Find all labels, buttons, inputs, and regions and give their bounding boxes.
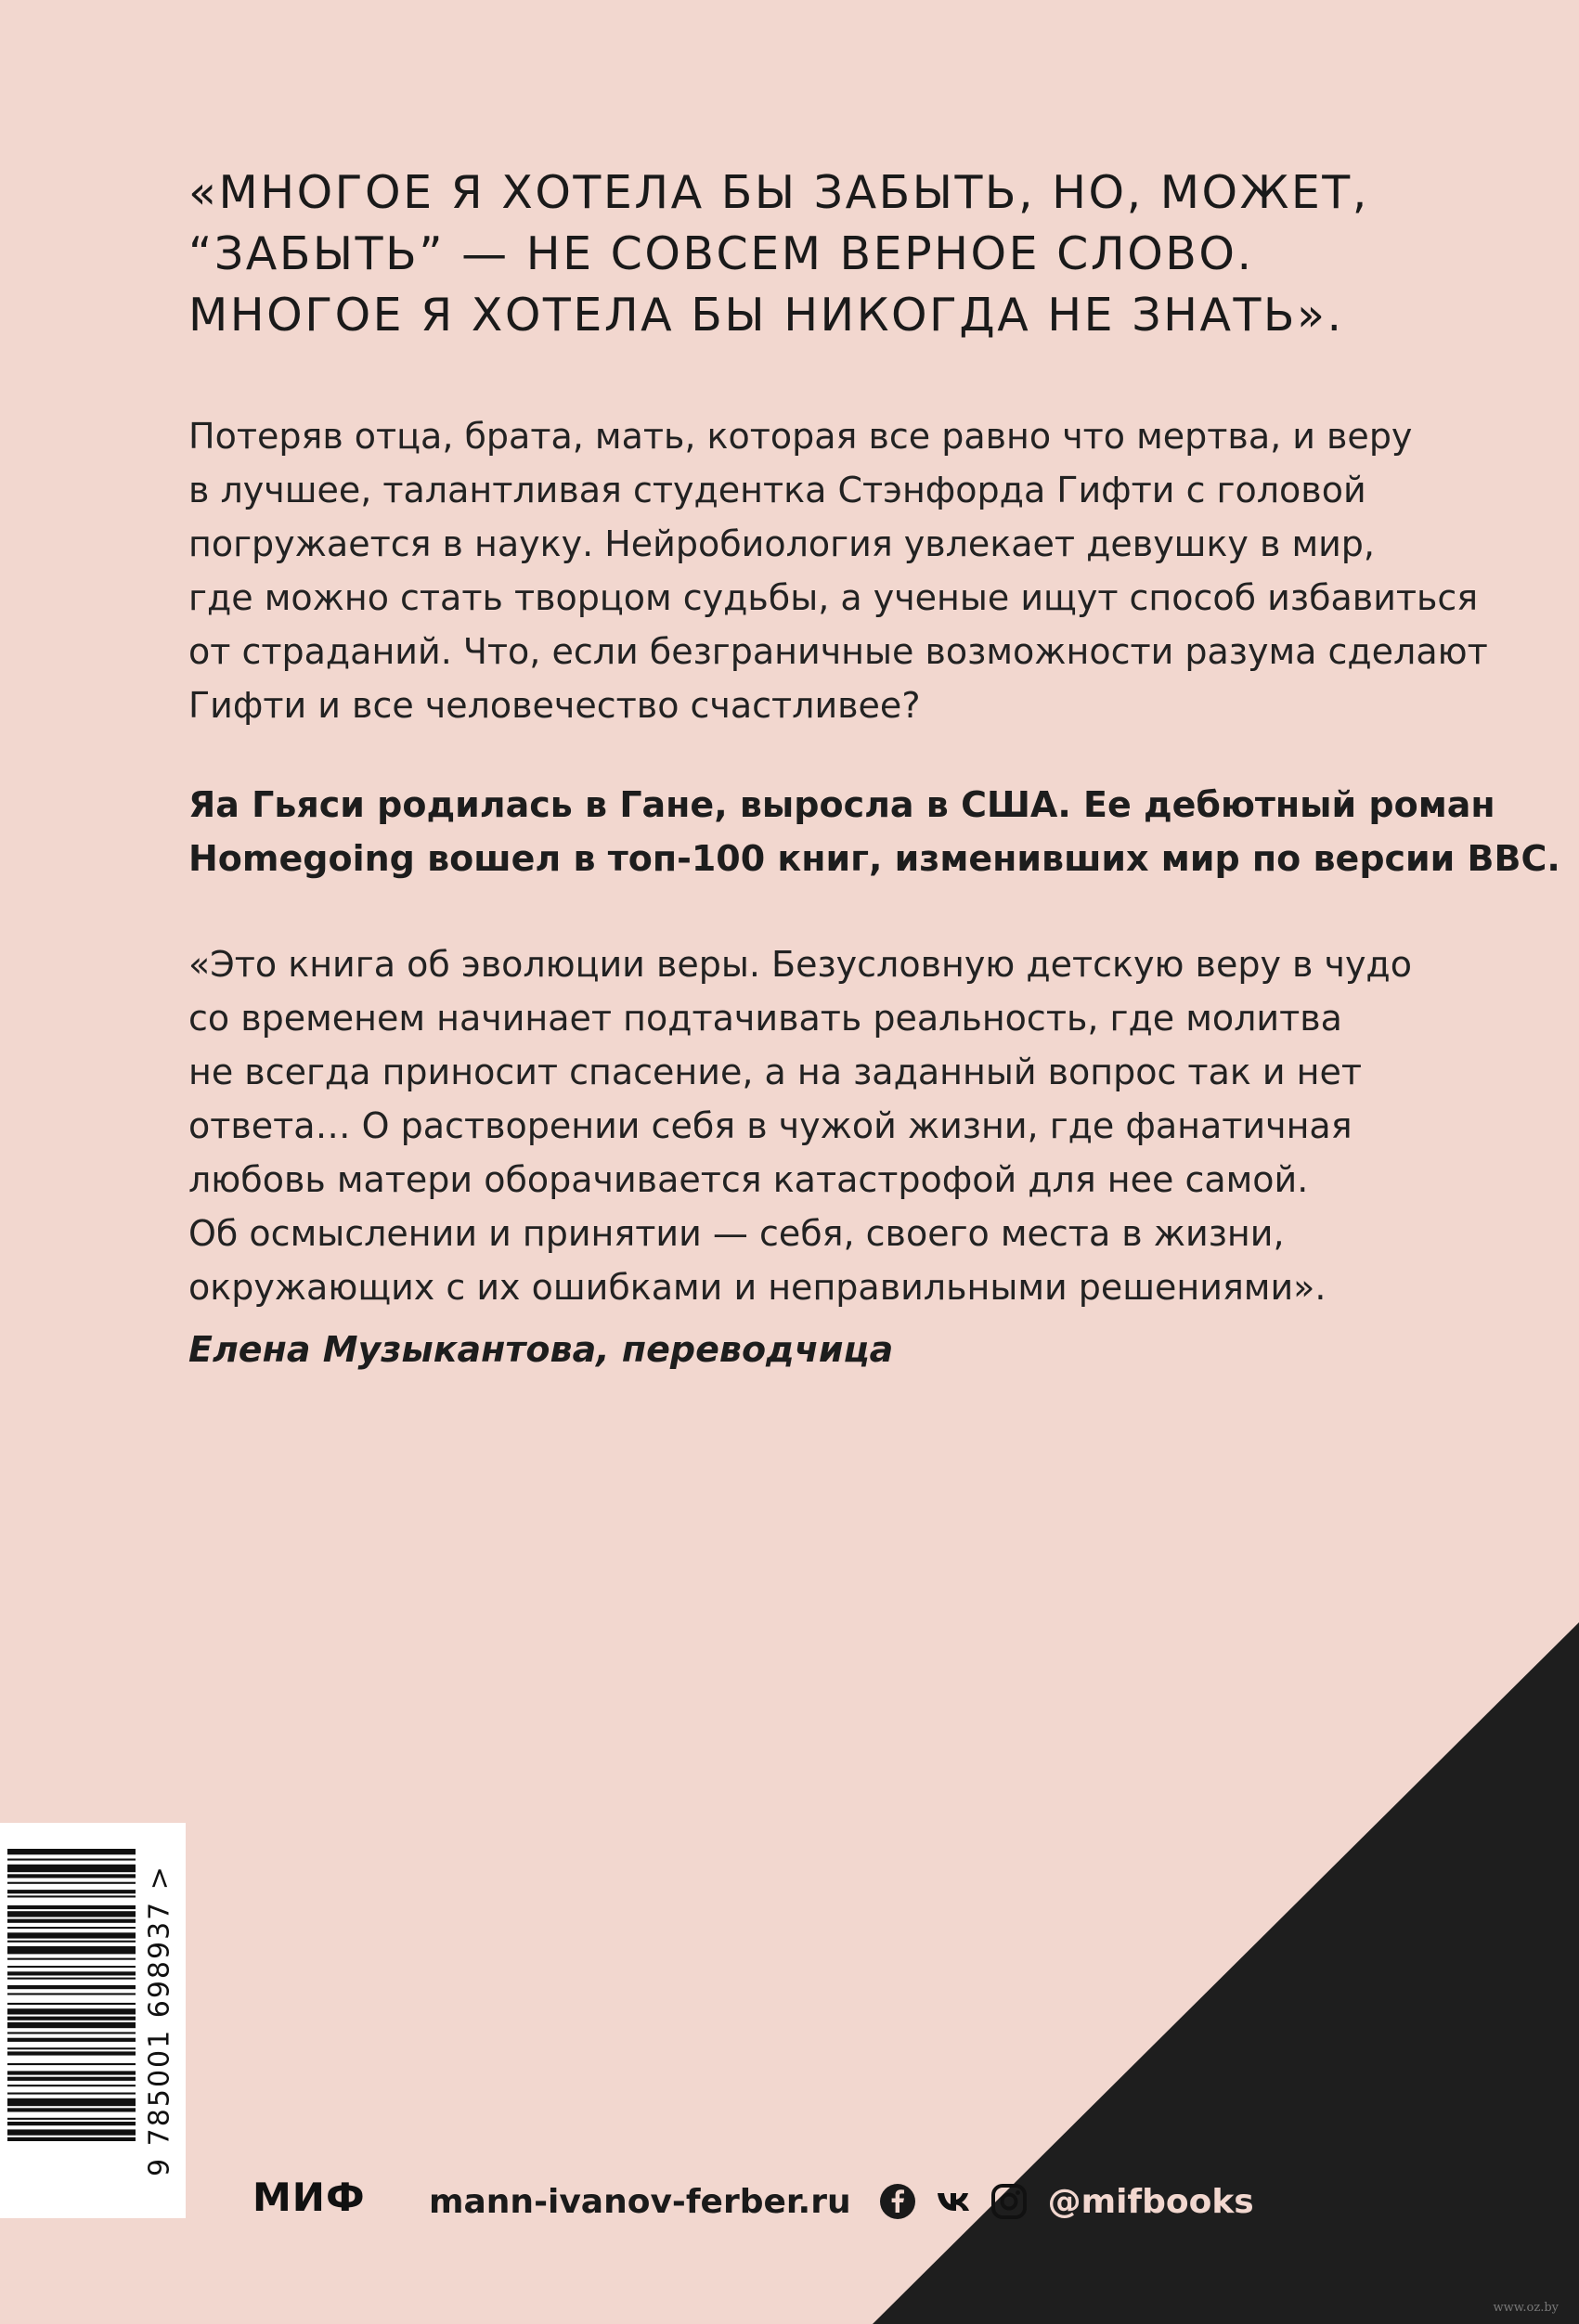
review-line: окружающих с их ошибками и неправильными решениями». <box>188 1267 1327 1308</box>
barcode-bar <box>7 2129 136 2135</box>
barcode-digits: 9 785001 698937 > <box>143 1865 176 2176</box>
barcode-bar <box>7 1941 136 1943</box>
review-line: не всегда приносит спасение, а на заданный вопрос так и нет <box>188 1052 1363 1092</box>
description-line: от страданий. Что, если безграничные возможности разума сделают <box>188 631 1488 672</box>
isbn-barcode <box>0 1823 186 2218</box>
barcode-bar <box>7 1911 136 1917</box>
barcode-bar <box>7 2077 136 2081</box>
barcode-bar <box>7 1985 136 1989</box>
barcode-bar <box>7 1882 136 1884</box>
barcode-bar <box>7 2093 136 2095</box>
barcode-bar <box>7 1865 136 1872</box>
facebook-icon[interactable] <box>879 2183 916 2220</box>
barcode-bar <box>7 1890 136 1893</box>
barcode-bar <box>7 1919 136 1923</box>
author-bio-line: Яа Гьяси родилась в Гане, выросла в США. Ее дебютный роман <box>188 784 1495 825</box>
vk-icon[interactable] <box>935 2183 972 2220</box>
barcode-bar <box>7 2038 136 2042</box>
barcode-bar <box>7 1905 136 1909</box>
review-line: Об осмыслении и принятии — себя, своего места в жизни, <box>188 1213 1285 1254</box>
quote-line: «МНОГОЕ Я ХОТЕЛА БЫ ЗАБЫТЬ, НО, МОЖЕТ, <box>188 166 1369 219</box>
barcode-bar <box>7 2022 136 2028</box>
review-line: ответа… О растворении себя в чужой жизни, где фанатичная <box>188 1105 1353 1146</box>
barcode-bar <box>7 2118 136 2120</box>
barcode-bar <box>7 2122 136 2125</box>
publisher-website[interactable]: mann-ivanov-ferber.ru <box>429 2182 851 2221</box>
barcode-bar <box>7 2017 136 2021</box>
barcode-bar <box>7 1946 136 1954</box>
publisher-logo <box>252 2174 401 2230</box>
description-line: Гифти и все человечество счастливее? <box>188 685 921 726</box>
mif-logo-icon <box>252 2174 401 2220</box>
review-line: «Это книга об эволюции веры. Безусловную детскую веру в чудо <box>188 944 1412 985</box>
instagram-icon[interactable] <box>990 2183 1028 2220</box>
barcode-bar <box>7 1859 136 1861</box>
quote-line: МНОГОЕ Я ХОТЕЛА БЫ НИКОГДА НЕ ЗНАТЬ». <box>188 289 1344 342</box>
barcode-bar <box>7 2008 136 2014</box>
barcode-bar <box>7 2032 136 2034</box>
watermark: www.oz.by <box>1493 2301 1559 2315</box>
barcode-bar <box>7 2137 136 2141</box>
barcode-bar <box>7 1932 136 1938</box>
social-handle[interactable]: @mifbooks <box>1047 2182 1254 2221</box>
description-line: погружается в науку. Нейробиология увлекает девушку в мир, <box>188 523 1376 564</box>
barcode-bar <box>7 1971 136 1975</box>
quote-line: “ЗАБЫТЬ” — НЕ СОВСЕМ ВЕРНОЕ СЛОВО. <box>188 227 1254 280</box>
cover-quote <box>188 162 1488 346</box>
review-quote <box>188 937 1412 1314</box>
review-signature: Елена Музыкантова, переводчица <box>188 1329 894 1370</box>
barcode-bar <box>7 2098 136 2106</box>
barcode-bar <box>7 1927 136 1929</box>
book-description <box>188 409 1488 732</box>
barcode-bar <box>7 1874 136 1878</box>
author-bio <box>188 778 1560 885</box>
barcode-bar <box>7 1849 136 1854</box>
barcode-bar <box>7 2047 136 2049</box>
barcode-bar <box>7 1958 136 1960</box>
barcode-bar <box>7 2108 136 2111</box>
footer-bar <box>252 2176 1254 2227</box>
barcode-bar <box>7 1895 136 1897</box>
barcode-bar <box>7 2051 136 2055</box>
barcode-bar <box>7 1993 136 1995</box>
barcode-bar <box>7 1978 136 1980</box>
description-line: где можно стать творцом судьбы, а ученые ищут способ избавиться <box>188 577 1479 618</box>
barcode-bar <box>7 2085 136 2086</box>
review-line: со временем начинает подтачивать реальность, где молитва <box>188 998 1342 1039</box>
social-links <box>879 2183 1028 2220</box>
barcode-bar <box>7 2071 136 2074</box>
author-bio-line: Homegoing вошел в топ-100 книг, изменивших мир по версии BBC. <box>188 838 1560 879</box>
mif-logo-text: МИФ <box>252 2174 366 2220</box>
barcode-bar <box>7 2003 136 2005</box>
barcode-bar <box>7 2063 136 2065</box>
description-line: в лучшее, талантливая студентка Стэнфорда Гифти с головой <box>188 470 1366 510</box>
barcode-bar <box>7 1966 136 1968</box>
description-line: Потеряв отца, брата, мать, которая все равно что мертва, и веру <box>188 416 1413 457</box>
review-line: любовь матери оборачивается катастрофой для нее самой. <box>188 1159 1309 1200</box>
